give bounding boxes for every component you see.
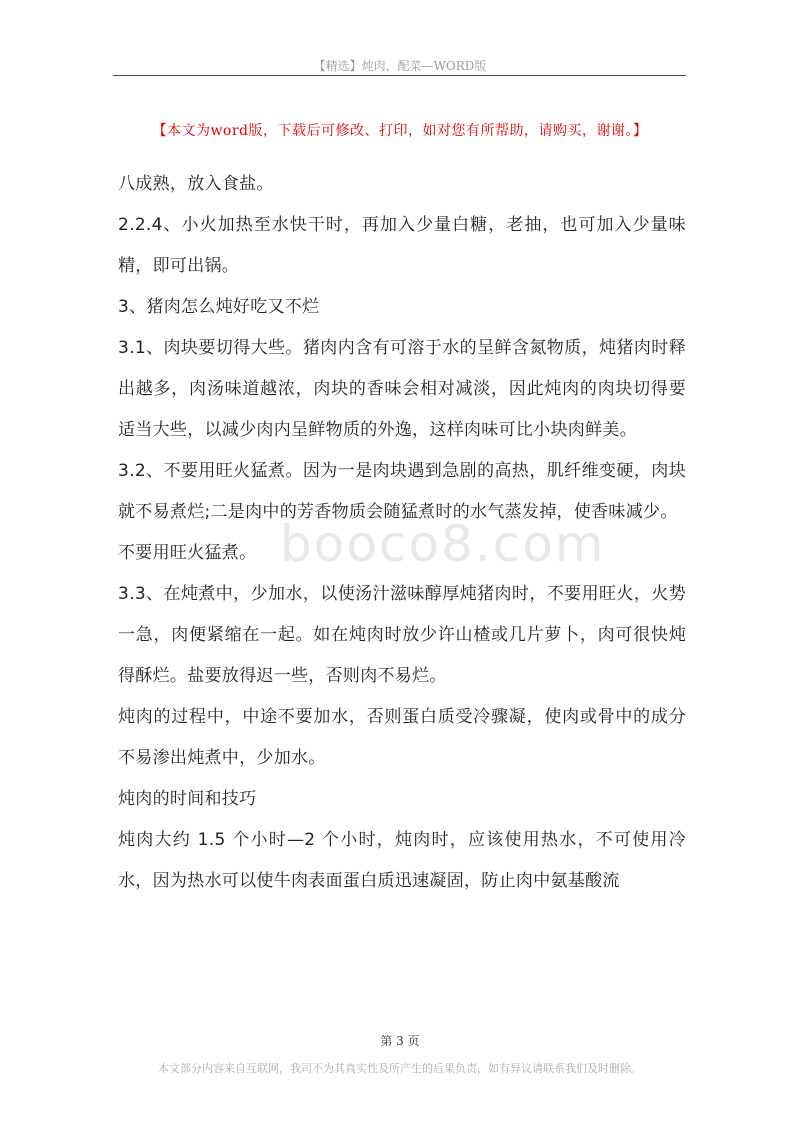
document-body bbox=[118, 164, 686, 902]
section-heading: 3、猪肉怎么炖好吃又不烂 bbox=[118, 297, 320, 317]
page-footer: 本文部分内容来自互联网，我司不为其真实性及所产生的后果负责，如有异议请联系我们及时删除。 bbox=[158, 1062, 642, 1075]
paragraph: 2.2.4、小火加热至水快干时，再加入少量白糖，老抽，也可加入少量味精，即可出锅。 bbox=[118, 215, 686, 276]
page-number: 第 3 页 bbox=[380, 1034, 420, 1048]
paragraph: 炖肉的过程中，中途不要加水，否则蛋白质受冷骤凝，使肉或骨中的成分不易渗出炖煮中，少加水。 bbox=[118, 707, 686, 768]
header-divider bbox=[113, 75, 686, 76]
paragraph: 八成熟，放入食盐。 bbox=[118, 174, 274, 194]
paragraph: 炖肉大约 1.5 个小时—2 个小时，炖肉时，应该使用热水，不可使用冷水，因为热水可以使牛肉表面蛋白质迅速凝固，防止肉中氨基酸流 bbox=[118, 830, 686, 891]
paragraph: 3.3、在炖煮中，少加水，以使汤汁滋味醇厚炖猪肉时，不要用旺火，火势一急，肉便紧缩在一起。如在炖肉时放少许山楂或几片萝卜，肉可很快炖得酥烂。盐要放得迟一些，否则肉不易烂。 bbox=[118, 584, 686, 686]
paragraph: 不要用旺火猛煮。 bbox=[118, 543, 257, 563]
watermark: booco8.com bbox=[280, 515, 606, 573]
page-header: 【精选】炖肉，配菜—WORD版 bbox=[313, 59, 487, 73]
subheading: 炖肉的时间和技巧 bbox=[118, 789, 257, 809]
paragraph: 3.1、肉块要切得大些。猪肉内含有可溶于水的呈鲜含氮物质，炖猪肉时释出越多，肉汤味道越浓，肉块的香味会相对减淡，因此炖肉的肉块切得要适当大些，以减少肉内呈鲜物质的外逸，这样肉味可比小块肉鲜美。 bbox=[118, 338, 686, 440]
purchase-notice: 【本文为word版，下载后可修改、打印，如对您有所帮助，请购买，谢谢。】 bbox=[152, 123, 648, 139]
paragraph: 3.2、不要用旺火猛煮。因为一是肉块遇到急剧的高热，肌纤维变硬，肉块就不易煮烂;二是肉中的芳香物质会随猛煮时的水气蒸发掉，使香味减少。 bbox=[118, 461, 686, 522]
